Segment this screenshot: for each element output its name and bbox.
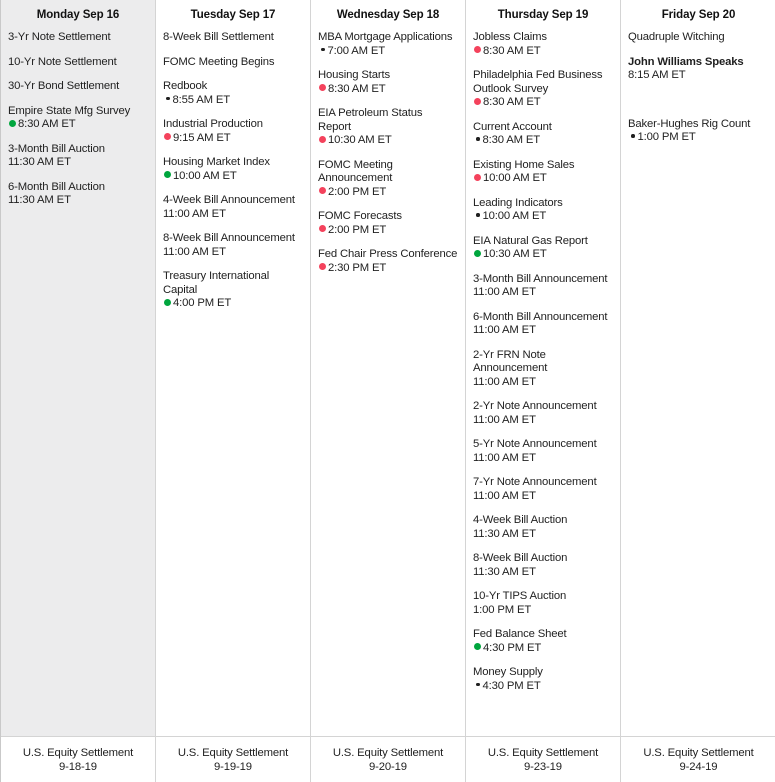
event-name: Redbook [163, 80, 208, 92]
event-time-text: 11:00 AM ET [163, 207, 226, 220]
event-time-text: 10:00 AM ET [482, 210, 547, 222]
event-name: 4-Week Bill Announcement [163, 194, 295, 206]
event-time-text: 8:55 AM ET [172, 93, 231, 106]
settlement-date: 9-24-19 [679, 761, 718, 773]
day-column [1, 0, 156, 736]
day-column [311, 0, 466, 736]
event-time-text: 7:00 AM ET [327, 44, 386, 57]
event-time-text: 11:00 AM ET [473, 413, 536, 426]
event-time-text: 1:00 PM ET [637, 131, 696, 143]
event-list [156, 31, 310, 736]
event-time [473, 96, 613, 110]
event-time-text: 1:00 PM ET [473, 603, 532, 616]
event-item[interactable] [628, 56, 769, 83]
event-time [163, 208, 303, 222]
week-grid [1, 0, 775, 736]
event-item[interactable] [8, 143, 148, 170]
event-time [473, 134, 613, 148]
event-name: MBA Mortgage Applications [318, 31, 453, 43]
event-item[interactable] [628, 118, 769, 145]
event-name: 7-Yr Note Announcement [473, 476, 597, 488]
event-time-text: 11:00 AM ET [473, 375, 536, 388]
event-name: 10-Yr TIPS Auction [473, 590, 567, 602]
event-time [473, 376, 613, 390]
event-name: 4-Week Bill Auction [473, 514, 568, 526]
event-time-text: 8:30 AM ET [18, 118, 76, 130]
event-item[interactable] [318, 107, 458, 148]
event-time-text: 4:30 PM ET [483, 641, 542, 654]
settlement-label: U.S. Equity Settlement [332, 747, 444, 759]
event-time-text: 4:00 PM ET [173, 297, 232, 309]
event-item[interactable] [473, 590, 613, 617]
event-time [163, 94, 303, 108]
event-time [473, 248, 613, 262]
settlement-date: 9-20-19 [369, 761, 407, 773]
event-name: 6-Month Bill Announcement [473, 310, 608, 323]
event-item[interactable] [473, 400, 613, 427]
event-time [473, 172, 613, 186]
day-column [621, 0, 775, 736]
event-marker-black-icon [476, 683, 480, 687]
event-time-text: 11:00 AM ET [473, 286, 536, 298]
event-item[interactable] [8, 80, 148, 94]
day-column [156, 0, 311, 736]
settlement-date: 9-18-19 [59, 761, 97, 773]
event-item[interactable] [163, 56, 303, 70]
event-marker-red-icon [319, 263, 326, 270]
event-time [473, 528, 613, 542]
event-name: 6-Month Bill Auction [8, 180, 105, 193]
event-marker-black-icon [476, 213, 480, 217]
event-name: 8-Week Bill Announcement [163, 232, 295, 244]
event-time [628, 69, 769, 83]
event-item[interactable] [163, 80, 303, 107]
event-time-text: 2:30 PM ET [328, 261, 387, 274]
event-marker-black-icon [631, 134, 635, 138]
event-name: FOMC Meeting Announcement [318, 158, 393, 184]
settlement-cell [466, 737, 621, 782]
event-time [473, 414, 613, 428]
settlement-label: U.S. Equity Settlement [22, 747, 134, 759]
event-time [318, 262, 458, 276]
event-marker-black-icon [476, 137, 480, 141]
event-item[interactable] [318, 69, 458, 96]
event-time [473, 642, 613, 656]
event-time-text: 10:00 AM ET [173, 169, 237, 182]
event-marker-red-icon [474, 46, 481, 53]
settlement-footer-row [1, 736, 775, 782]
event-name: EIA Petroleum Status Report [318, 107, 423, 133]
event-name: Money Supply [473, 666, 543, 678]
event-list [1, 31, 155, 736]
settlement-label: U.S. Equity Settlement [643, 747, 754, 759]
event-name: Empire State Mfg Survey [8, 104, 131, 117]
event-time-text: 11:30 AM ET [8, 194, 71, 206]
event-name: Baker-Hughes Rig Count [628, 117, 751, 130]
event-item[interactable] [473, 121, 613, 148]
event-name: FOMC Forecasts [318, 210, 402, 222]
event-marker-red-icon [164, 133, 171, 140]
event-time [318, 83, 458, 97]
event-item[interactable] [163, 118, 303, 145]
event-time [473, 45, 613, 59]
event-name: 3-Month Bill Auction [8, 142, 105, 155]
event-marker-green-icon [474, 250, 481, 257]
event-time-text: 11:30 AM ET [473, 527, 536, 540]
event-item[interactable] [473, 311, 613, 338]
day-header: Tuesday Sep 17 [190, 9, 276, 21]
event-time-text: 2:00 PM ET [328, 185, 387, 198]
settlement-date: 9-23-19 [524, 761, 562, 773]
event-spacer [628, 94, 769, 107]
event-item[interactable] [163, 270, 303, 311]
event-time-text: 11:30 AM ET [473, 565, 536, 578]
event-item[interactable] [473, 628, 613, 655]
event-name: Fed Chair Press Conference [318, 248, 458, 260]
day-column [466, 0, 621, 736]
event-time [473, 604, 613, 618]
event-time-text: 11:00 AM ET [473, 489, 536, 502]
event-name: EIA Natural Gas Report [473, 234, 588, 247]
event-time-text: 10:00 AM ET [483, 172, 547, 184]
event-list [311, 31, 465, 736]
day-header: Wednesday Sep 18 [336, 9, 440, 21]
event-marker-red-icon [474, 98, 481, 105]
event-time [318, 186, 458, 200]
event-item[interactable] [473, 159, 613, 186]
event-name: Industrial Production [163, 118, 263, 130]
event-time-text: 11:00 AM ET [163, 245, 226, 258]
day-header: Friday Sep 20 [661, 9, 736, 21]
event-marker-black-icon [166, 97, 170, 101]
event-item[interactable] [163, 156, 303, 183]
event-time-text: 8:30 AM ET [482, 134, 541, 146]
event-item[interactable] [473, 273, 613, 300]
event-item[interactable] [473, 666, 613, 693]
event-time [8, 118, 148, 132]
event-name: 8-Week Bill Settlement [163, 31, 274, 43]
event-marker-green-icon [474, 643, 481, 650]
settlement-date: 9-19-19 [214, 761, 252, 773]
event-item[interactable] [318, 159, 458, 200]
event-marker-red-icon [319, 225, 326, 232]
event-item[interactable] [473, 438, 613, 465]
day-header: Thursday Sep 19 [497, 9, 589, 21]
event-name: Fed Balance Sheet [473, 628, 567, 640]
event-name: 2-Yr FRN Note Announcement [473, 348, 548, 374]
event-time [473, 490, 613, 504]
event-time-text: 2:00 PM ET [328, 223, 387, 236]
event-name: 2-Yr Note Announcement [473, 400, 597, 412]
event-marker-red-icon [319, 84, 326, 91]
event-time-text: 10:30 AM ET [483, 248, 547, 260]
event-name: 8-Week Bill Auction [473, 552, 568, 564]
event-item[interactable] [473, 69, 613, 110]
event-name: 3-Month Bill Announcement [473, 272, 608, 285]
settlement-cell [1, 737, 156, 782]
event-name: Housing Starts [318, 69, 390, 81]
settlement-label: U.S. Equity Settlement [487, 747, 599, 759]
event-time [473, 680, 613, 694]
event-time-text: 10:30 AM ET [328, 134, 392, 146]
event-item[interactable] [318, 210, 458, 237]
settlement-label: U.S. Equity Settlement [177, 747, 289, 759]
event-time-text: 8:30 AM ET [483, 96, 541, 108]
event-marker-green-icon [164, 299, 171, 306]
event-item[interactable] [318, 248, 458, 275]
event-item[interactable] [473, 31, 613, 58]
event-marker-green-icon [9, 120, 16, 127]
event-time [473, 452, 613, 466]
event-time [318, 45, 458, 59]
day-header: Monday Sep 16 [36, 9, 120, 21]
event-time [473, 286, 613, 300]
event-time [473, 566, 613, 580]
event-list [621, 31, 775, 736]
event-item[interactable] [163, 194, 303, 221]
event-name: Housing Market Index [163, 156, 270, 168]
event-list [466, 31, 620, 736]
event-time-text: 8:30 AM ET [328, 82, 386, 95]
event-time [163, 132, 303, 146]
event-item[interactable] [628, 31, 769, 45]
event-time-text: 9:15 AM ET [173, 131, 231, 144]
event-item[interactable] [8, 105, 148, 132]
event-marker-red-icon [474, 174, 481, 181]
event-item[interactable] [163, 31, 303, 45]
event-marker-red-icon [319, 136, 326, 143]
event-name: Treasury International Capital [163, 270, 270, 296]
event-item[interactable] [473, 349, 613, 390]
settlement-cell [621, 737, 775, 782]
event-marker-red-icon [319, 187, 326, 194]
event-time [163, 170, 303, 184]
event-item[interactable] [473, 552, 613, 579]
event-time [163, 246, 303, 260]
event-time [318, 224, 458, 238]
event-item[interactable] [318, 31, 458, 58]
settlement-cell [311, 737, 466, 782]
event-time [318, 134, 458, 148]
event-name: FOMC Meeting Begins [163, 55, 275, 68]
event-item[interactable] [473, 514, 613, 541]
event-time-text: 11:00 AM ET [473, 324, 536, 336]
event-time [628, 131, 769, 145]
event-name: Jobless Claims [473, 31, 547, 43]
event-name: 10-Yr Note Settlement [8, 55, 117, 68]
event-name: John Williams Speaks [628, 55, 744, 68]
event-time-text: 8:15 AM ET [628, 69, 686, 81]
event-time [473, 324, 613, 338]
event-marker-black-icon [321, 48, 325, 52]
event-name: 3-Yr Note Settlement [8, 31, 111, 43]
event-item[interactable] [8, 181, 148, 208]
event-time [8, 156, 148, 170]
event-name: Leading Indicators [473, 196, 563, 209]
event-name: 30-Yr Bond Settlement [8, 80, 120, 92]
event-item[interactable] [8, 56, 148, 70]
event-name: Quadruple Witching [628, 31, 725, 43]
event-item[interactable] [473, 235, 613, 262]
event-time-text: 11:00 AM ET [473, 451, 536, 464]
event-time-text: 4:30 PM ET [482, 679, 541, 692]
event-marker-green-icon [164, 171, 171, 178]
event-time [473, 210, 613, 224]
event-name: Philadelphia Fed Business Outlook Survey [473, 69, 603, 95]
event-name: Existing Home Sales [473, 158, 575, 171]
event-time [163, 297, 303, 311]
event-time-text: 8:30 AM ET [483, 44, 541, 57]
event-item[interactable] [473, 197, 613, 224]
event-time-text: 11:30 AM ET [8, 156, 71, 168]
event-time [8, 194, 148, 208]
event-item[interactable] [163, 232, 303, 259]
event-name: 5-Yr Note Announcement [473, 438, 597, 450]
event-name: Current Account [473, 120, 552, 133]
event-item[interactable] [473, 476, 613, 503]
settlement-cell [156, 737, 311, 782]
event-item[interactable] [8, 31, 148, 45]
